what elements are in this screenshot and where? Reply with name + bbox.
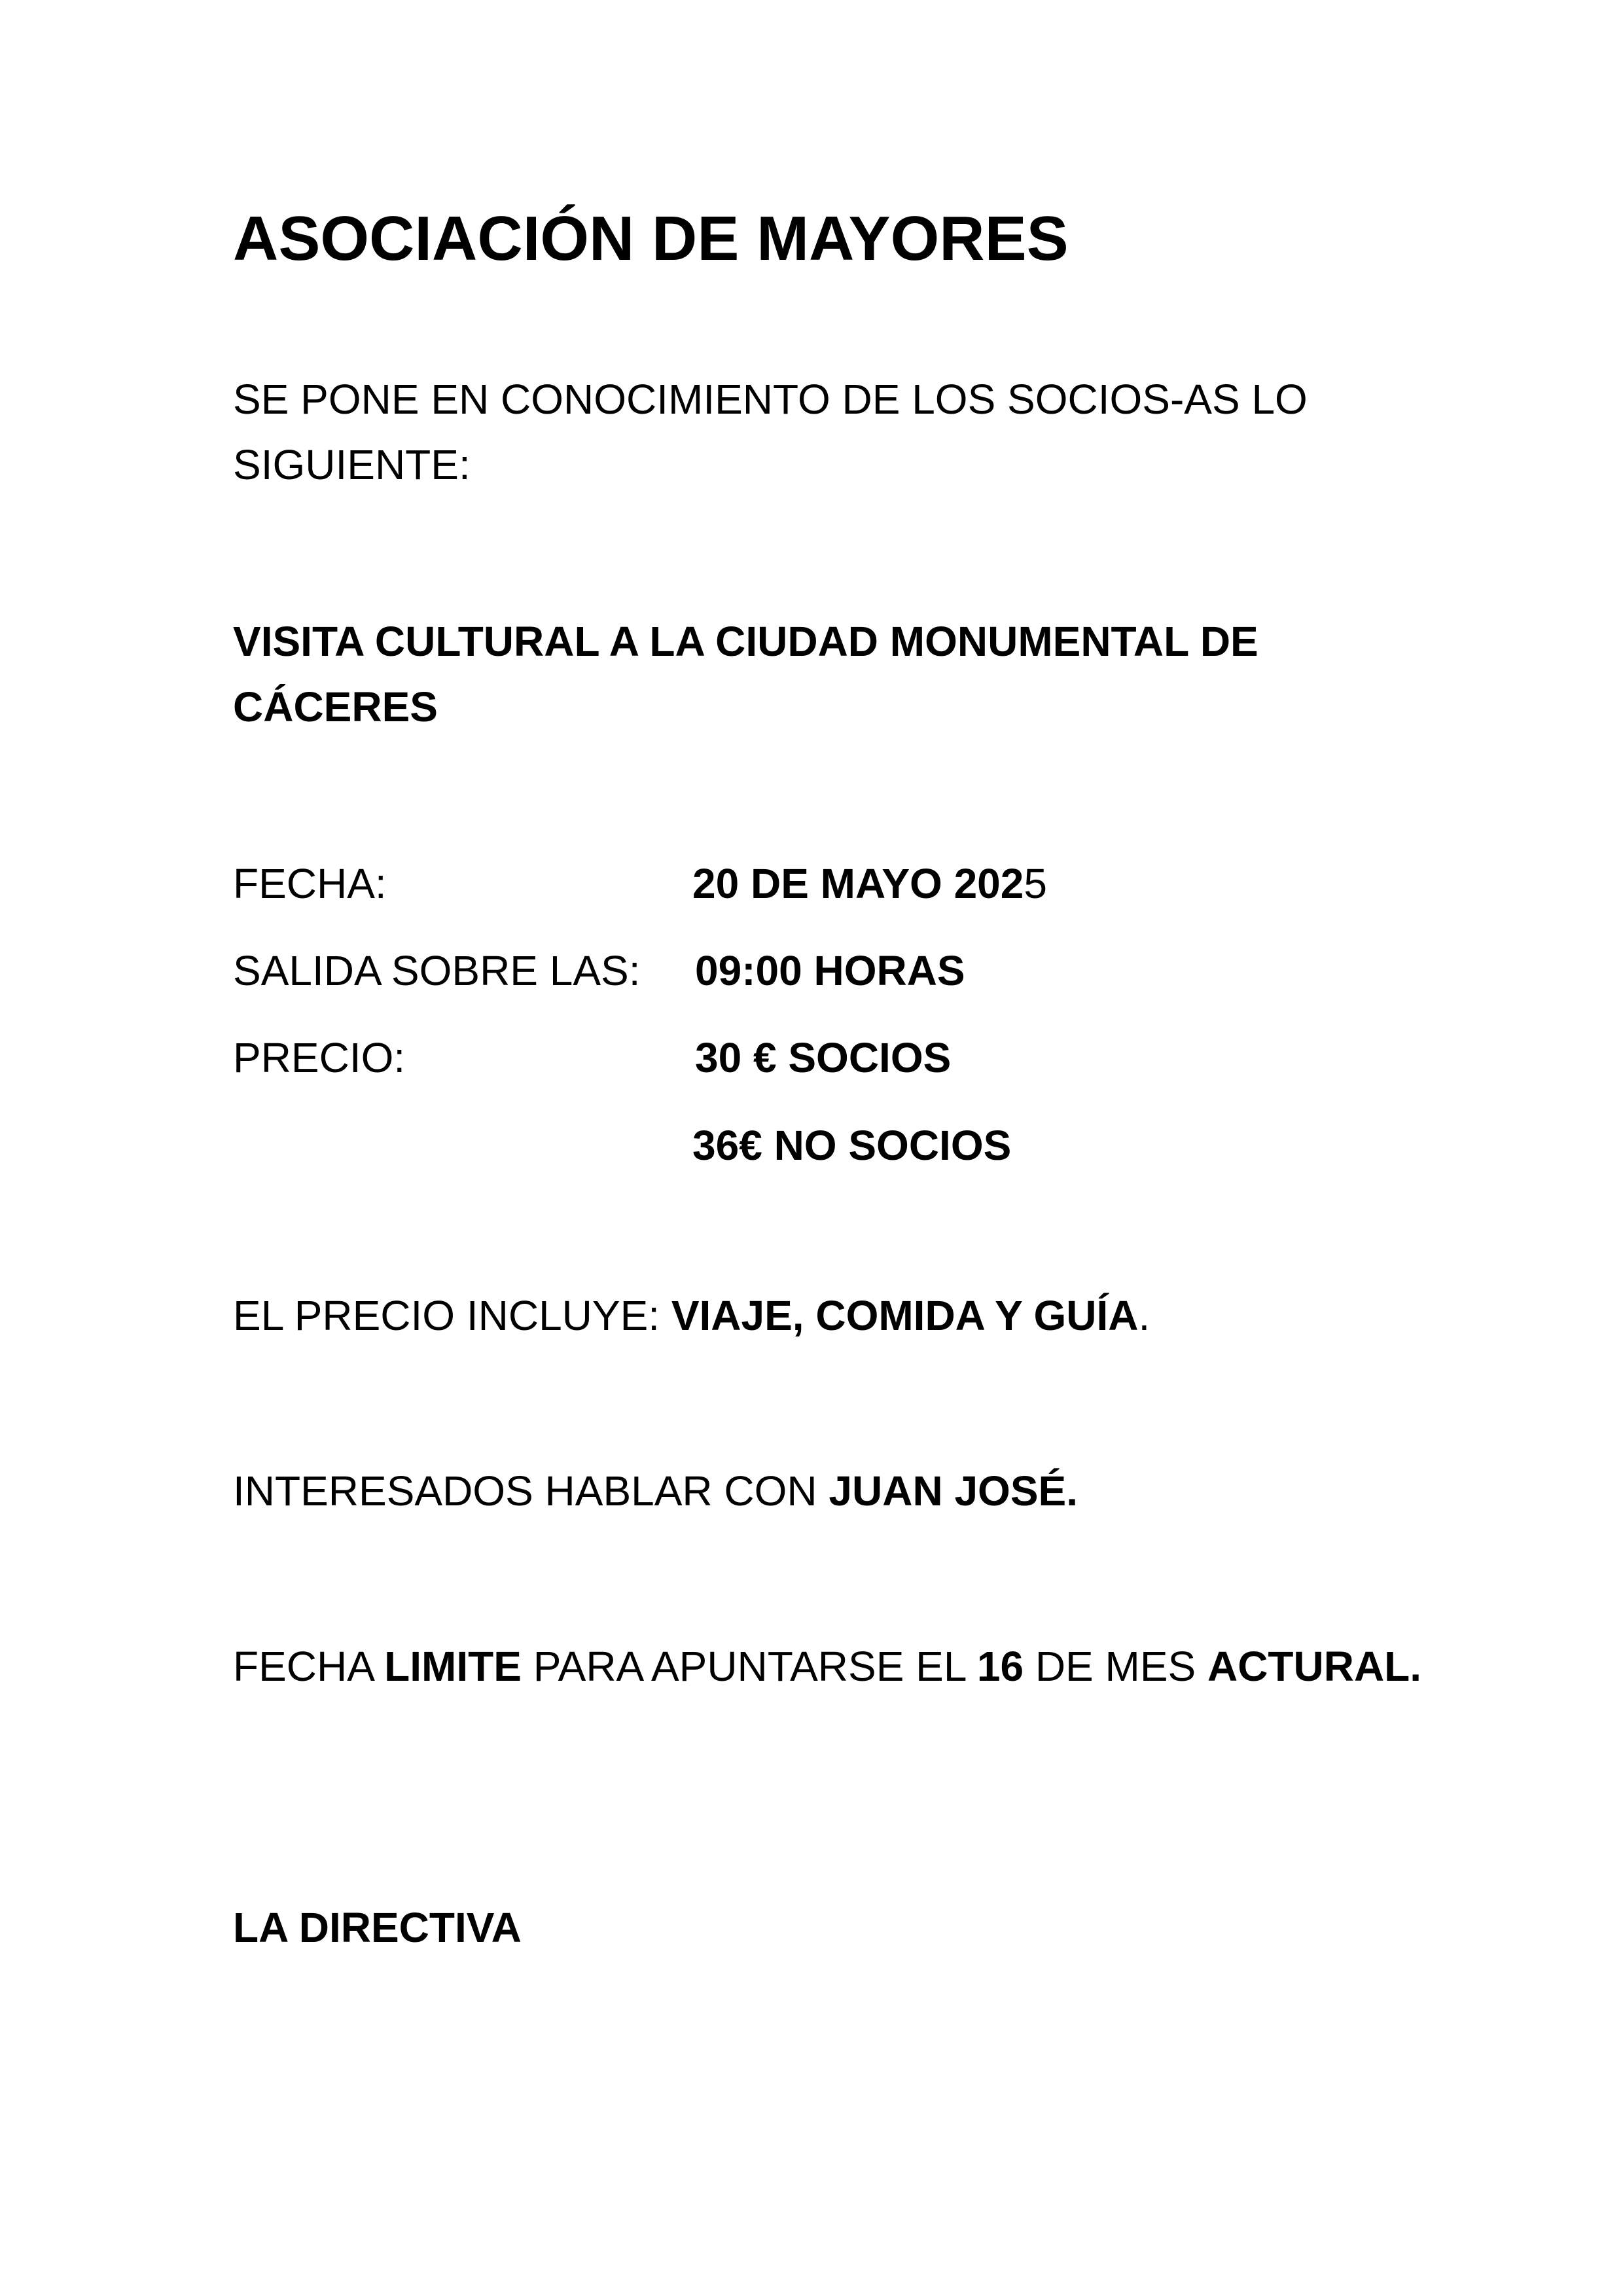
precio-label: PRECIO: [233, 1034, 406, 1081]
precio-socios: 30 € SOCIOS [695, 1034, 952, 1081]
interesados-contact: JUAN JOSÉ. [829, 1467, 1078, 1515]
limite-part6: ACTURAL. [1207, 1643, 1422, 1690]
interesados-prefix: INTERESADOS HABLAR CON [233, 1467, 829, 1515]
document-title: ASOCIACIÓN DE MAYORES [233, 204, 1069, 274]
limite-line [233, 1634, 1421, 1699]
incluye-suffix: . [1138, 1292, 1150, 1339]
limite-part2: LIMITE [384, 1643, 522, 1690]
fecha-value [692, 851, 1047, 916]
salida-label: SALIDA SOBRE LAS: [233, 947, 641, 994]
precio-no-socios: 36€ NO SOCIOS [692, 1122, 1012, 1169]
salida-value: 09:00 HORAS [695, 947, 965, 994]
event-title-line-2: CÁCERES [233, 683, 438, 730]
incluye-bold: VIAJE, COMIDA Y GUÍA [671, 1292, 1139, 1339]
interesados-line [233, 1458, 1078, 1524]
fecha-value-normal: 5 [1024, 860, 1047, 907]
event-title-line-1: VISITA CULTURAL A LA CIUDAD MONUMENTAL DE [233, 618, 1258, 665]
limite-part3: PARA APUNTARSE EL [521, 1643, 977, 1690]
limite-part5: DE MES [1024, 1643, 1207, 1690]
fecha-value-bold: 20 DE MAYO 202 [692, 860, 1024, 907]
limite-part4: 16 [976, 1643, 1024, 1690]
intro-line-1: SE PONE EN CONOCIMIENTO DE LOS SOCIOS-AS LO [233, 376, 1308, 423]
signature: LA DIRECTIVA [233, 1904, 522, 1951]
incluye-prefix: EL PRECIO INCLUYE: [233, 1292, 671, 1339]
fecha-label: FECHA: [233, 860, 387, 907]
intro-line-2: SIGUIENTE: [233, 441, 471, 488]
limite-part1: FECHA [233, 1643, 385, 1690]
incluye-line [233, 1283, 1150, 1348]
